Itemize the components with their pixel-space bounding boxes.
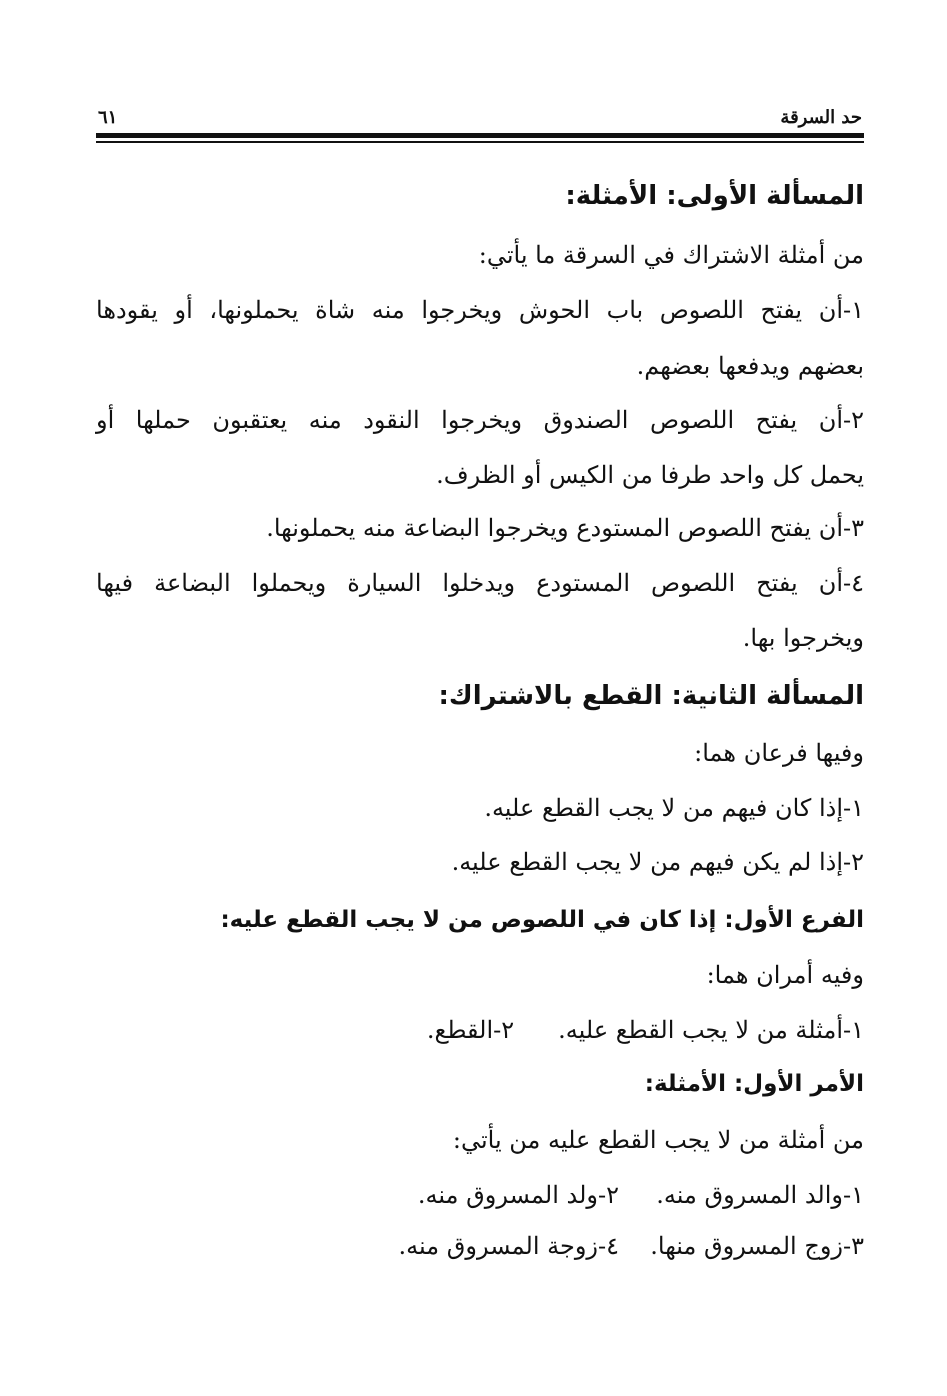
matter-first-intro: من أمثلة من لا يجب القطع عليه من يأتي:	[452, 1126, 864, 1154]
section2-branch2: ٢-إذا لم يكن فيهم من لا يجب القطع عليه.	[451, 848, 864, 876]
section1-item4-line2: ويخرجوا بها.	[742, 624, 864, 652]
section1-item4-line1: ٤-أن يفتح اللصوص المستودع ويدخلوا السيارة ويحملوا البضاعة فيها	[96, 569, 864, 597]
section2-branch1: ١-إذا كان فيهم من لا يجب القطع عليه.	[484, 794, 864, 822]
section2-heading: المسألة الثانية: القطع بالاشتراك:	[438, 681, 864, 711]
page-number: ٦١	[98, 107, 118, 128]
example-2: ٢-ولد المسروق منه.	[417, 1181, 619, 1209]
examples-row-2	[399, 1226, 864, 1266]
header-rule-thin	[96, 141, 864, 143]
section1-item2-line1: ٢-أن يفتح اللصوص الصندوق ويخرجوا النقود منه يعتقبون حملها أو	[96, 406, 864, 434]
header-rule-thick	[96, 133, 864, 138]
branch-first-intro: وفيه أمران هما:	[706, 961, 864, 989]
section1-item1-line2: بعضهم ويدفعها بعضهم.	[636, 352, 864, 380]
section1-item1-line1: ١-أن يفتح اللصوص باب الحوش ويخرجوا منه شاة يحملونها، أو يقودها	[96, 296, 864, 324]
branch-first-heading: الفرع الأول: إذا كان في اللصوص من لا يجب القطع عليه:	[220, 907, 864, 933]
matter-item-2: ٢-القطع.	[426, 1016, 515, 1044]
section2-intro: وفيها فرعان هما:	[694, 739, 864, 767]
section1-item2-line2: يحمل كل واحد طرفا من الكيس أو الظرف.	[436, 461, 864, 489]
running-title: حد السرقة	[780, 107, 862, 128]
page-header	[98, 96, 862, 128]
section1-heading: المسألة الأولى: الأمثلة:	[565, 181, 864, 211]
example-3: ٣-زوج المسروق منها.	[650, 1232, 864, 1260]
matter-item-1: ١-أمثلة من لا يجب القطع عليه.	[558, 1016, 864, 1044]
branch-first-matters	[427, 1010, 864, 1050]
example-1: ١-والد المسروق منه.	[656, 1181, 864, 1209]
matter-first-heading: الأمر الأول: الأمثلة:	[644, 1071, 864, 1097]
section1-intro: من أمثلة الاشتراك في السرقة ما يأتي:	[478, 241, 864, 269]
section1-item3: ٣-أن يفتح اللصوص المستودع ويخرجوا البضاعة منه يحملونها.	[266, 514, 864, 542]
example-4: ٤-زوجة المسروق منه.	[398, 1232, 619, 1260]
examples-row-1	[418, 1175, 864, 1215]
